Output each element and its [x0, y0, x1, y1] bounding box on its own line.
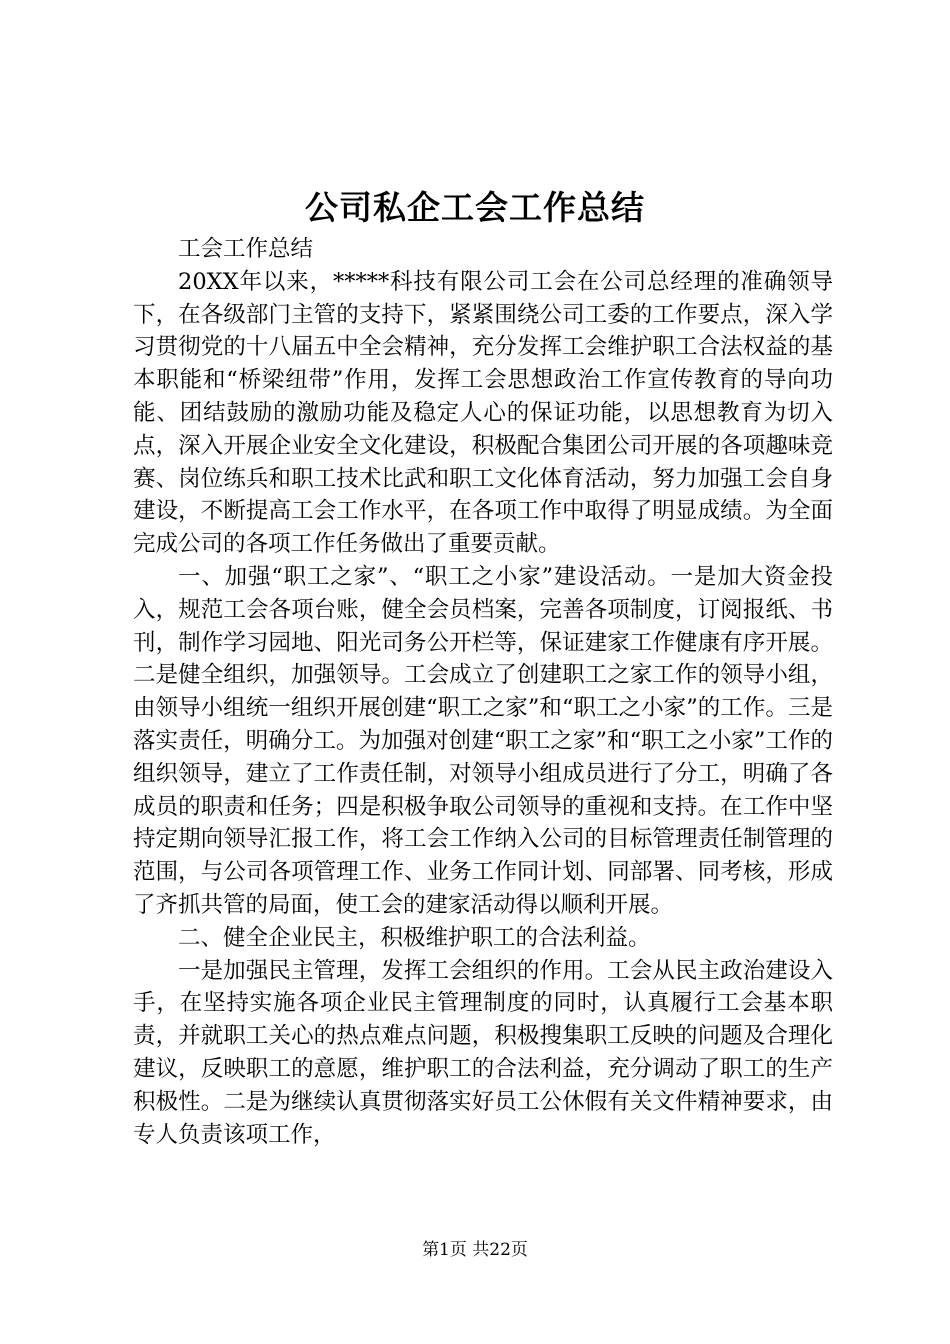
page-footer: 第1页 共22页 — [422, 1240, 528, 1260]
subtitle-paragraph: 工会工作总结 — [178, 236, 314, 262]
document-title: 公司私企工会工作总结 — [305, 188, 645, 227]
document-body — [133, 233, 833, 1151]
body-paragraph: 一、加强“职工之家”、“职工之小家”建设活动。一是加大资金投入，规范工会各项台账，健全会员档案，完善各项制度，订阅报纸、书刊，制作学习园地、阳光司务公开栏等，保证建家工作健康有序开展。二是健全组织，加强领导。工会成立了创建职工之家工作的领导小组，由领导小组统一组织开展创建“职工之家”和“职工之小家”的工作。三是落实责任，明确分工。为加强对创建“职工之家”和“职工之小家”工作的组织领导，建立了工作责任制，对领导小组成员进行了分工，明确了各成员的职责和任务；四是积极争取公司领导的重视和支持。在工作中坚持定期向领导汇报工作，将工会工作纳入公司的目标管理责任制管理的范围，与公司各项管理工作、业务工作同计划、同部署、同考核，形成了齐抓共管的局面，使工会的建家活动得以顺利开展。 — [133, 563, 833, 918]
body-paragraph: 一是加强民主管理，发挥工会组织的作用。工会从民主政治建设入手，在坚持实施各项企业民主管理制度的同时，认真履行工会基本职责，并就职工关心的热点难点问题，积极搜集职工反映的问题及合理化建议，反映职工的意愿，维护职工的合法利益，充分调动了职工的生产积极性。二是为继续认真贯彻落实好员工公休假有关文件精神要求，由专人负责该项工作， — [133, 957, 833, 1148]
body-paragraph: 20XX年以来，*****科技有限公司工会在公司总经理的准确领导下，在各级部门主管的支持下，紧紧围绕公司工委的工作要点，深入学习贯彻党的十八届五中全会精神，充分发挥工会维护职工合法权益的基本职能和“桥梁纽带”作用，发挥工会思想政治工作宣传教育的导向功能、团结鼓励的激励功能及稳定人心的保证功能，以思想教育为切入点，深入开展企业安全文化建设，积极配合集团公司开展的各项趣味竞赛、岗位练兵和职工技术比武和职工文化体育活动，努力加强工会自身建设，不断提高工会工作水平，在各项工作中取得了明显成绩。为全面完成公司的各项工作任务做出了重要贡献。 — [133, 268, 833, 558]
section-heading: 二、健全企业民主，积极维护职工的合法利益。 — [178, 924, 651, 951]
